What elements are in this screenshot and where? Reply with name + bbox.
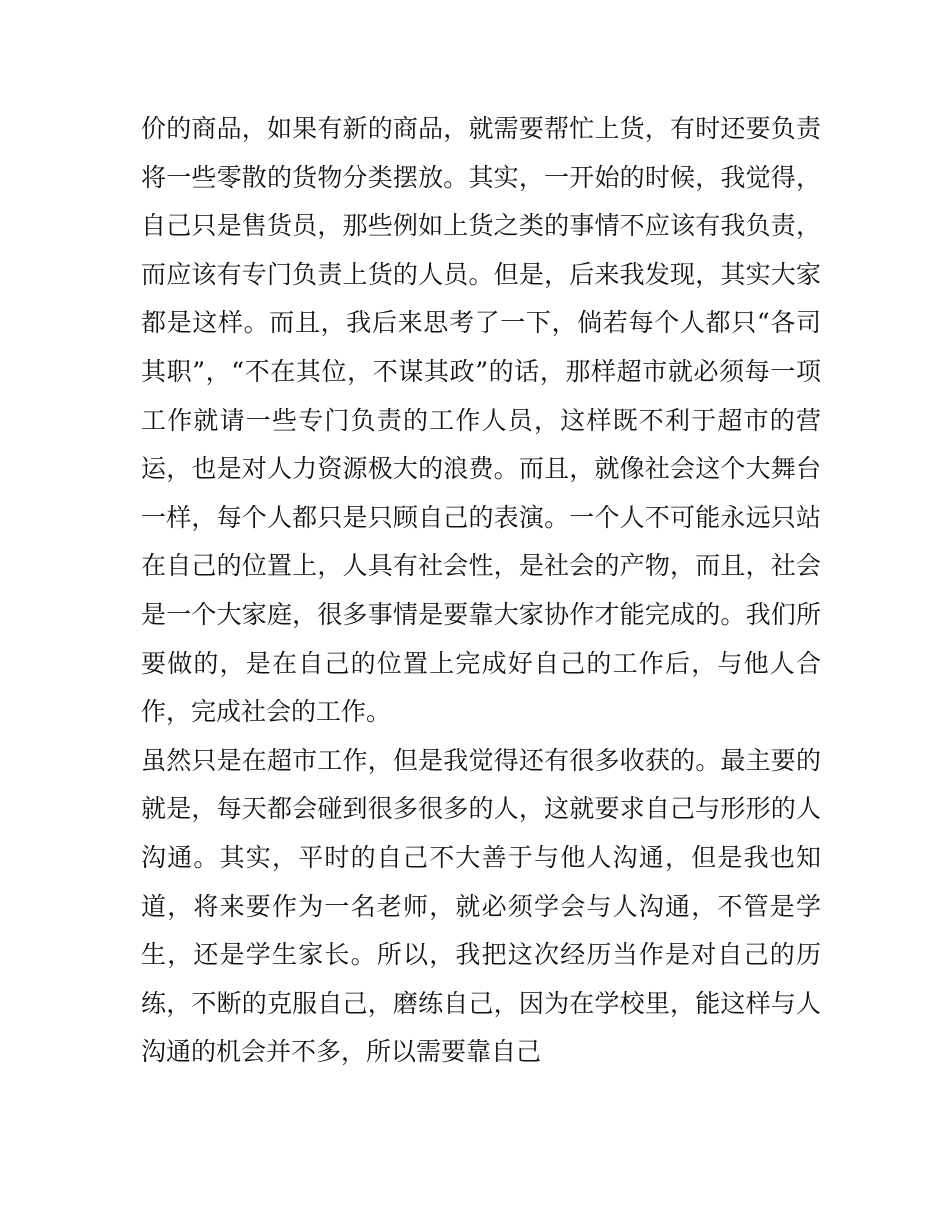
text-line: 要做的，是在自己的位置上完成好自己的工作后，与他人合 bbox=[141, 648, 821, 678]
text-line: 沟通。其实，平时的自己不大善于与他人沟通，但是我也知 bbox=[141, 842, 821, 872]
text-line: 一样，每个人都只是只顾自己的表演。一个人不可能永远只站 bbox=[141, 502, 821, 532]
text-line: 是一个大家庭，很多事情是要靠大家协作才能完成的。我们所 bbox=[141, 599, 821, 629]
text-line: 在自己的位置上，人具有社会性，是社会的产物，而且，社会 bbox=[141, 551, 821, 581]
text-line: 道，将来要作为一名老师，就必须学会与人沟通，不管是学 bbox=[141, 891, 821, 921]
text-line: 就是，每天都会碰到很多很多的人，这就要求自己与形形的人 bbox=[141, 794, 821, 824]
text-line: 而应该有专门负责上货的人员。但是，后来我发现，其实大家 bbox=[141, 259, 821, 289]
text-line: 将一些零散的货物分类摆放。其实，一开始的时候，我觉得， bbox=[141, 162, 821, 192]
text-line: 虽然只是在超市工作，但是我觉得还有很多收获的。最主要的 bbox=[141, 745, 821, 775]
text-line: 自己只是售货员，那些例如上货之类的事情不应该有我负责， bbox=[141, 211, 821, 241]
text-line: 都是这样。而且，我后来思考了一下，倘若每个人都只“各司 bbox=[141, 308, 821, 338]
body-text bbox=[141, 105, 821, 1077]
text-line: 价的商品，如果有新的商品，就需要帮忙上货，有时还要负责 bbox=[141, 114, 821, 143]
text-line: 生，还是学生家长。所以，我把这次经历当作是对自己的历 bbox=[141, 940, 821, 970]
text-line: 其职”，“不在其位，不谋其政”的话，那样超市就必须每一项 bbox=[141, 356, 821, 386]
text-line: 沟通的机会并不多，所以需要靠自己 bbox=[141, 1037, 542, 1067]
text-line: 工作就请一些专门负责的工作人员，这样既不利于超市的营 bbox=[141, 405, 821, 435]
text-line: 练，不断的克服自己，磨练自己，因为在学校里，能这样与人 bbox=[141, 988, 821, 1018]
text-line: 运，也是对人力资源极大的浪费。而且，就像社会这个大舞台 bbox=[141, 454, 821, 484]
text-line: 作，完成社会的工作。 bbox=[141, 697, 392, 727]
